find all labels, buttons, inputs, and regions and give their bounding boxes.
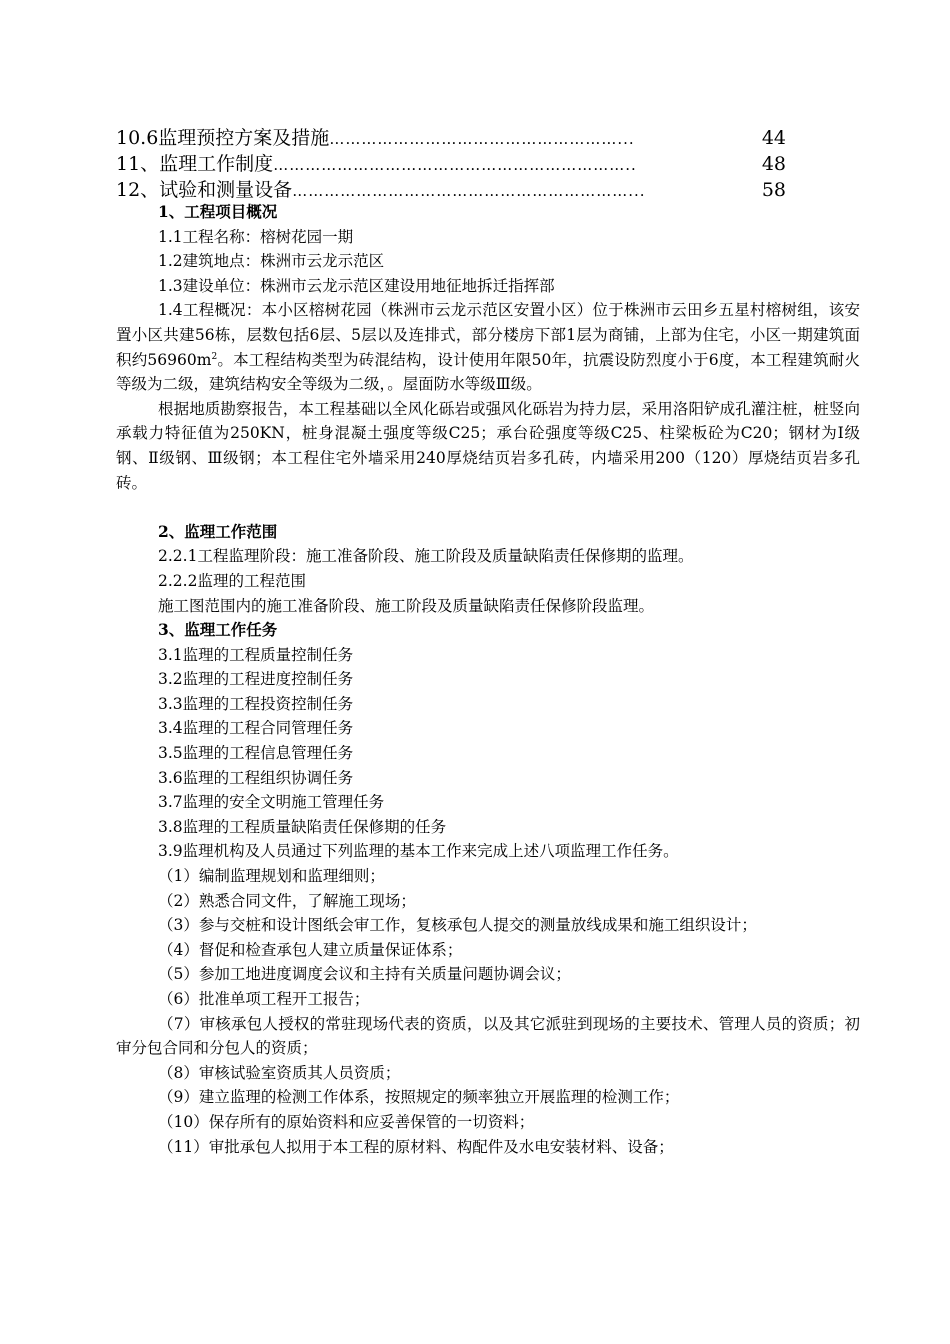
toc-page-number: 48 — [761, 153, 786, 175]
section-heading: 3、监理工作任务 — [158, 620, 278, 640]
section-heading: 1、工程项目概况 — [158, 202, 278, 221]
task-item: 3.6监理的工程组织协调任务 — [158, 768, 354, 787]
duty-item: （1）编制监理规划和监理细则； — [158, 867, 385, 886]
task-item: 3.7监理的安全文明施工管理任务 — [158, 793, 385, 812]
project-owner: 1.3建设单位：株洲市云龙示范区建设用地征地拆迁指挥部 — [158, 276, 555, 295]
duty-item: （3）参与交桩和设计图纸会审工作，复核承包人提交的测量放线成果和施工组织设计； — [158, 916, 757, 935]
duty-item: （4）督促和检查承包人建立质量保证体系； — [158, 940, 463, 959]
task-item: 3.8监理的工程质量缺陷责任保修期的任务 — [158, 817, 447, 836]
supervision-stage: 2.2.1工程监理阶段：施工准备阶段、施工阶段及质量缺陷责任保修期的监理。 — [158, 547, 694, 566]
duty-item: （8）审核试验室资质其人员资质； — [158, 1063, 401, 1082]
toc-leader-dots: ………………………………………………………….. — [273, 156, 637, 174]
toc-page-number: 44 — [761, 127, 786, 149]
task-item: 3.2监理的工程进度控制任务 — [158, 670, 354, 689]
duty-item: （9）建立监理的检测工作体系，按照规定的频率独立开展监理的检测工作； — [158, 1088, 680, 1107]
toc-entry-label: 11、监理工作制度 — [116, 153, 274, 175]
duty-item: （5）参加工地进度调度会议和主持有关质量问题协调会议； — [158, 965, 571, 984]
duty-item: （11）审批承包人拟用于本工程的原材料、构配件及水电安装材料、设备； — [158, 1137, 674, 1156]
toc-leader-dots: ………………………………………………... — [329, 130, 635, 148]
task-item: 3.3监理的工程投资控制任务 — [158, 694, 354, 713]
task-item: 3.1监理的工程质量控制任务 — [158, 645, 354, 664]
toc-entry — [116, 151, 786, 177]
duty-item: （10）保存所有的原始资料和应妥善保管的一切资料； — [158, 1112, 535, 1131]
scope-text: 施工图范围内的施工准备阶段、施工阶段及质量缺陷责任保修阶段监理。 — [158, 596, 655, 615]
section-heading: 2、监理工作范围 — [158, 521, 278, 541]
task-item: 3.9监理机构及人员通过下列监理的基本工作来完成上述八项监理工作任务。 — [158, 842, 679, 861]
project-overview — [116, 298, 860, 396]
toc-leader-dots: ………………………………………………………... — [292, 182, 646, 200]
toc-entry-label: 10.6监理预控方案及措施 — [116, 127, 330, 149]
overview-text-a: 1.4工程概况：本小区榕树花园（株洲市云龙示范区安置小区）位于株洲市云田乡五星村榕树组，该安置小区共建56栋，层数包括6层、5层以及连排式，部分楼房下部1层为商铺，上部为住宅，小区一期建筑面积约56960m — [116, 301, 860, 369]
duty-item: （6）批准单项工程开工报告； — [158, 990, 370, 1008]
task-item: 3.4监理的工程合同管理任务 — [158, 719, 354, 738]
overview-text-b: 。本工程结构类型为砖混结构，设计使用年限50年，抗震设防烈度小于6度，本工程建筑耐火等级为二级，建筑结构安全等级为二级，。屋面防水等级Ⅲ级。 — [116, 350, 860, 394]
toc-entry-label: 12、试验和测量设备 — [116, 179, 293, 201]
toc-entry — [116, 125, 786, 151]
scope-title: 2.2.2监理的工程范围 — [158, 571, 306, 590]
task-item: 3.5监理的工程信息管理任务 — [158, 744, 354, 763]
area-unit-superscript: 2 — [211, 351, 218, 362]
paragraph-spacer — [116, 495, 860, 520]
project-name: 1.1工程名称：榕树花园一期 — [158, 227, 354, 246]
toc-page-number: 58 — [761, 179, 786, 201]
geology-paragraph: 根据地质勘察报告，本工程基础以全风化砾岩或强风化砾岩为持力层，采用洛阳铲成孔灌注桩，桩竖向承载力特征值为250KN，桩身混凝土强度等级C25；承台砼强度等级C25、柱梁板砼为C20；钢材为Ⅰ级钢、Ⅱ级钢、Ⅲ级钢；本工程住宅外墙采用240厚烧结页岩多孔砖，内墙采用200（120）厚烧结页岩多孔砖。 — [116, 399, 860, 492]
duty-item: （7）审核承包人授权的常驻现场代表的资质，以及其它派驻到现场的主要技术、管理人员的资质；初审分包合同和分包人的资质； — [116, 1014, 860, 1058]
duty-item: （2）熟悉合同文件，了解施工现场； — [158, 891, 416, 910]
project-location: 1.2建筑地点：株洲市云龙示范区 — [158, 252, 385, 271]
document-body — [116, 200, 860, 1159]
table-of-contents — [116, 125, 786, 203]
